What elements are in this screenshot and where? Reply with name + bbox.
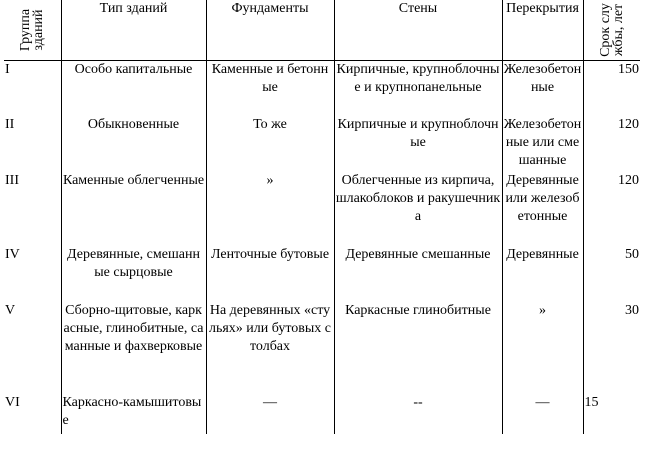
cell-walls: Кирпичные и крупноблочные xyxy=(334,116,502,172)
cell-life: 150 xyxy=(583,60,640,116)
cell-group: IV xyxy=(4,246,61,302)
header-foundations: Фундаменты xyxy=(206,0,334,60)
header-group: Группа зданий xyxy=(4,0,61,60)
cell-foundations: На деревянных «стульях» или бутовых столбах xyxy=(206,302,334,394)
cell-walls: Каркасные глинобитные xyxy=(334,302,502,394)
cell-foundations: Каменные и бетонные xyxy=(206,60,334,116)
cell-life: 120 xyxy=(583,116,640,172)
cell-type: Каменные облегченные xyxy=(61,172,206,246)
cell-foundations: Ленточные бутовые xyxy=(206,246,334,302)
header-walls: Стены xyxy=(334,0,502,60)
cell-type: Особо капитальные xyxy=(61,60,206,116)
cell-walls: Облегченные из кирпича, шлакоблоков и ракушечника xyxy=(334,172,502,246)
table-row xyxy=(4,302,640,394)
cell-floors: » xyxy=(502,302,583,394)
cell-type: Обыкновенные xyxy=(61,116,206,172)
header-type: Тип зданий xyxy=(61,0,206,60)
table-row xyxy=(4,246,640,302)
table-row xyxy=(4,394,640,434)
cell-floors: Железобетонные или смешанные xyxy=(502,116,583,172)
cell-floors: Деревянные xyxy=(502,246,583,302)
header-floors: Перекрытия xyxy=(502,0,583,60)
cell-life: 15 xyxy=(583,394,640,434)
cell-walls: Деревянные смешанные xyxy=(334,246,502,302)
cell-group: VI xyxy=(4,394,61,434)
cell-type: Деревянные, смешанные сырцовые xyxy=(61,246,206,302)
building-service-life-table xyxy=(4,0,640,434)
cell-group: III xyxy=(4,172,61,246)
cell-floors: Железобетонные xyxy=(502,60,583,116)
cell-group: I xyxy=(4,60,61,116)
cell-foundations: — xyxy=(206,394,334,434)
cell-walls: Кирпичные, крупноблочные и крупнопанельные xyxy=(334,60,502,116)
cell-group: V xyxy=(4,302,61,394)
cell-life: 50 xyxy=(583,246,640,302)
cell-type: Сборно-щитовые, каркасные, глинобитные, саманные и фахверковые xyxy=(61,302,206,394)
cell-group: II xyxy=(4,116,61,172)
cell-type: Каркасно-камышитовые xyxy=(61,394,206,434)
cell-floors: Деревянные или железобетонные xyxy=(502,172,583,246)
cell-floors: — xyxy=(502,394,583,434)
cell-foundations: » xyxy=(206,172,334,246)
table-row xyxy=(4,116,640,172)
header-life: Срок службы, лет xyxy=(583,0,640,60)
table-row xyxy=(4,60,640,116)
cell-life: 120 xyxy=(583,172,640,246)
cell-life: 30 xyxy=(583,302,640,394)
table-row xyxy=(4,172,640,246)
cell-foundations: То же xyxy=(206,116,334,172)
table-header-row xyxy=(4,0,640,60)
cell-walls: -- xyxy=(334,394,502,434)
